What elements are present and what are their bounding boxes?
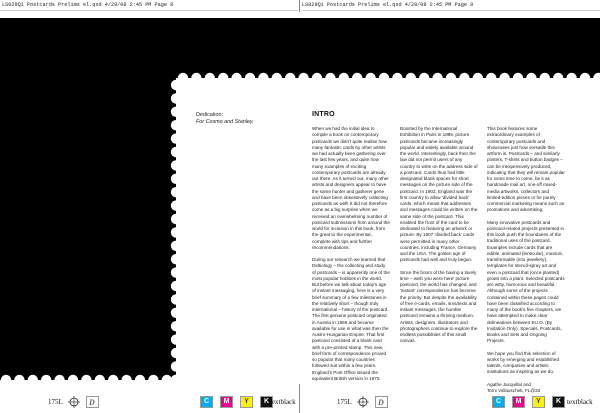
intro-column-1 xyxy=(312,126,390,388)
dedication-heading: Dedication: xyxy=(196,112,223,118)
yellow-swatch: Y xyxy=(532,396,545,408)
plate-code-left: 175L xyxy=(48,398,63,406)
intro-paragraph: During our research we learned that Deltiology – the collecting and study of postcards – is apparently one of the most popular hobbies in the world. But before we talk about today's age of instant messaging, here is a very brief summary of a few milestones in the relatively short – though truly international – history of the postcard. The first genuine postcard originated in Austria in 1869 and became available for use in what was then the Austro-Hungarian Empire. That first postcard consisted of a blank card with a pre-printed stamp. This new, brief form of correspondence proved so popular that many countries followed suit within a few years. England's Post Office issued the equivalent British version in 1870. xyxy=(312,257,390,381)
black-swatch: K xyxy=(552,396,565,408)
magenta-swatch: M xyxy=(512,396,525,408)
slug-left-page: LS029Q1 Postcards Prelims el.qxd 4/28/08 2:45 PM Page 8 xyxy=(2,2,174,8)
registration-mark-icon xyxy=(68,396,80,408)
stamp-frame-left xyxy=(0,78,176,380)
ink-color-icon xyxy=(375,396,388,408)
fold-mark xyxy=(299,384,300,413)
black-swatch: K xyxy=(260,396,273,408)
cyan-swatch: C xyxy=(492,396,505,408)
plate-label-left: textblack xyxy=(270,398,296,406)
slug-rule-right xyxy=(302,10,600,11)
dedication-text: For Cosmo and Stanley. xyxy=(196,119,254,125)
ink-color-icon xyxy=(86,396,99,408)
slug-rule-left xyxy=(0,10,298,11)
plate-code-right: 175L xyxy=(337,398,352,406)
registration-mark-icon xyxy=(357,396,369,408)
intro-paragraph: When we had the initial idea to compile a book on contemporary postcards we didn't quite realise how many fantastic cards by other artists we had actually been gathering over the last few years, and quite how many examples of exciting contemporary postcards are already out there. As it turned out, many other artists and designers appear to have the same hunter and gatherer gene and have been obsessively collecting postcards as well! It did not therefore come as a big surprise when we received an overwhelming number of postcard submissions from around the world for inclusion in this book, from the great to the experimental, complete with tips and further recommendations. xyxy=(312,126,390,250)
intro-paragraph: This book features some extraordinary examples of contemporary postcards and showcases just how versatile this artform is. Postcards – and similarly posters, T-shirts and button badges – can be inexpensively produced, indicating that they will remain popular for some time to come, be it as handmade mail art, one-off mixed-media artworks, collectors and limited-edition pieces or for purely commercial marketing means such as promotions and advertising. xyxy=(487,126,565,213)
slug-right-page: LS029Q1 Postcards Prelims el.qxd 4/28/08 2:45 PM Page 9 xyxy=(302,2,474,8)
yellow-swatch: Y xyxy=(240,396,253,408)
intro-paragraph: Boosted by the International Exhibition in Paris in 1889, picture postcards became increasingly popular and widely available around the world. Interestingly, back then the law did not permit users of any country to write on the address side of a postcard. Cards thus had little designated blank spaces for short messages on the picture side of the postcard. In 1902, England was the first country to allow 'divided back' cards, which meant that addresses and messages could be written on the same side of the postcard. This enabled the front of the card to be dedicated to featuring an artwork or picture. By 1907 'divided back' cards were permitted in many other countries, including France, Germany and the USA. The golden age of postcards had well and truly begun. xyxy=(400,126,478,263)
stamp-frame-top xyxy=(0,18,600,78)
intro-paragraph: Since the boom of the having a lovely time – wish you were here' picture postcard, the world has changed, and 'instant' correspondence has become the priority. But despite the availability of free e-cards, emails, sms/texts and instant messages, the humble postcard remains a thriving medium. Artists, designers, illustrators and photographers continue to explore the endless possibilities of this small canvas. xyxy=(400,269,478,344)
plate-label-right: textblack xyxy=(567,398,593,406)
dedication xyxy=(196,112,254,126)
cyan-swatch: C xyxy=(200,396,213,408)
intro-paragraph: We hope you find this selection of works by emerging and established talents, companies and artistic institutions as inspiring as we do. xyxy=(487,350,560,375)
intro-signoff: Agathe Jacquillat and Tomi Vollauschek, FL@33 xyxy=(487,381,541,393)
svg-text:D: D xyxy=(89,398,95,407)
intro-heading: INTRO xyxy=(312,111,335,118)
magenta-swatch: M xyxy=(220,396,233,408)
intro-column-2 xyxy=(400,126,478,351)
intro-paragraph: Many innovative postcards and postcard-related projects presented in this book push the boundaries of the traditional uses of the postcard. Examples include cards that are edible, animated (lenticular), musical, transformable (into jewellery), templates for stencil-spray art and even a postcard that (once planted) grows into a plant. Selected postcards are witty, humorous and beautiful. Although some of the projects contained within these pages could have been classified according to many of the book's five chapters, we have attempted to make clear delineations between EU.O. (By Invitation Only), Specials, Postcards, Books and Sets and Ongoing Projects. xyxy=(487,219,565,344)
intro-column-3 xyxy=(487,126,565,400)
fold-mark xyxy=(299,0,300,12)
svg-text:D: D xyxy=(378,398,384,407)
